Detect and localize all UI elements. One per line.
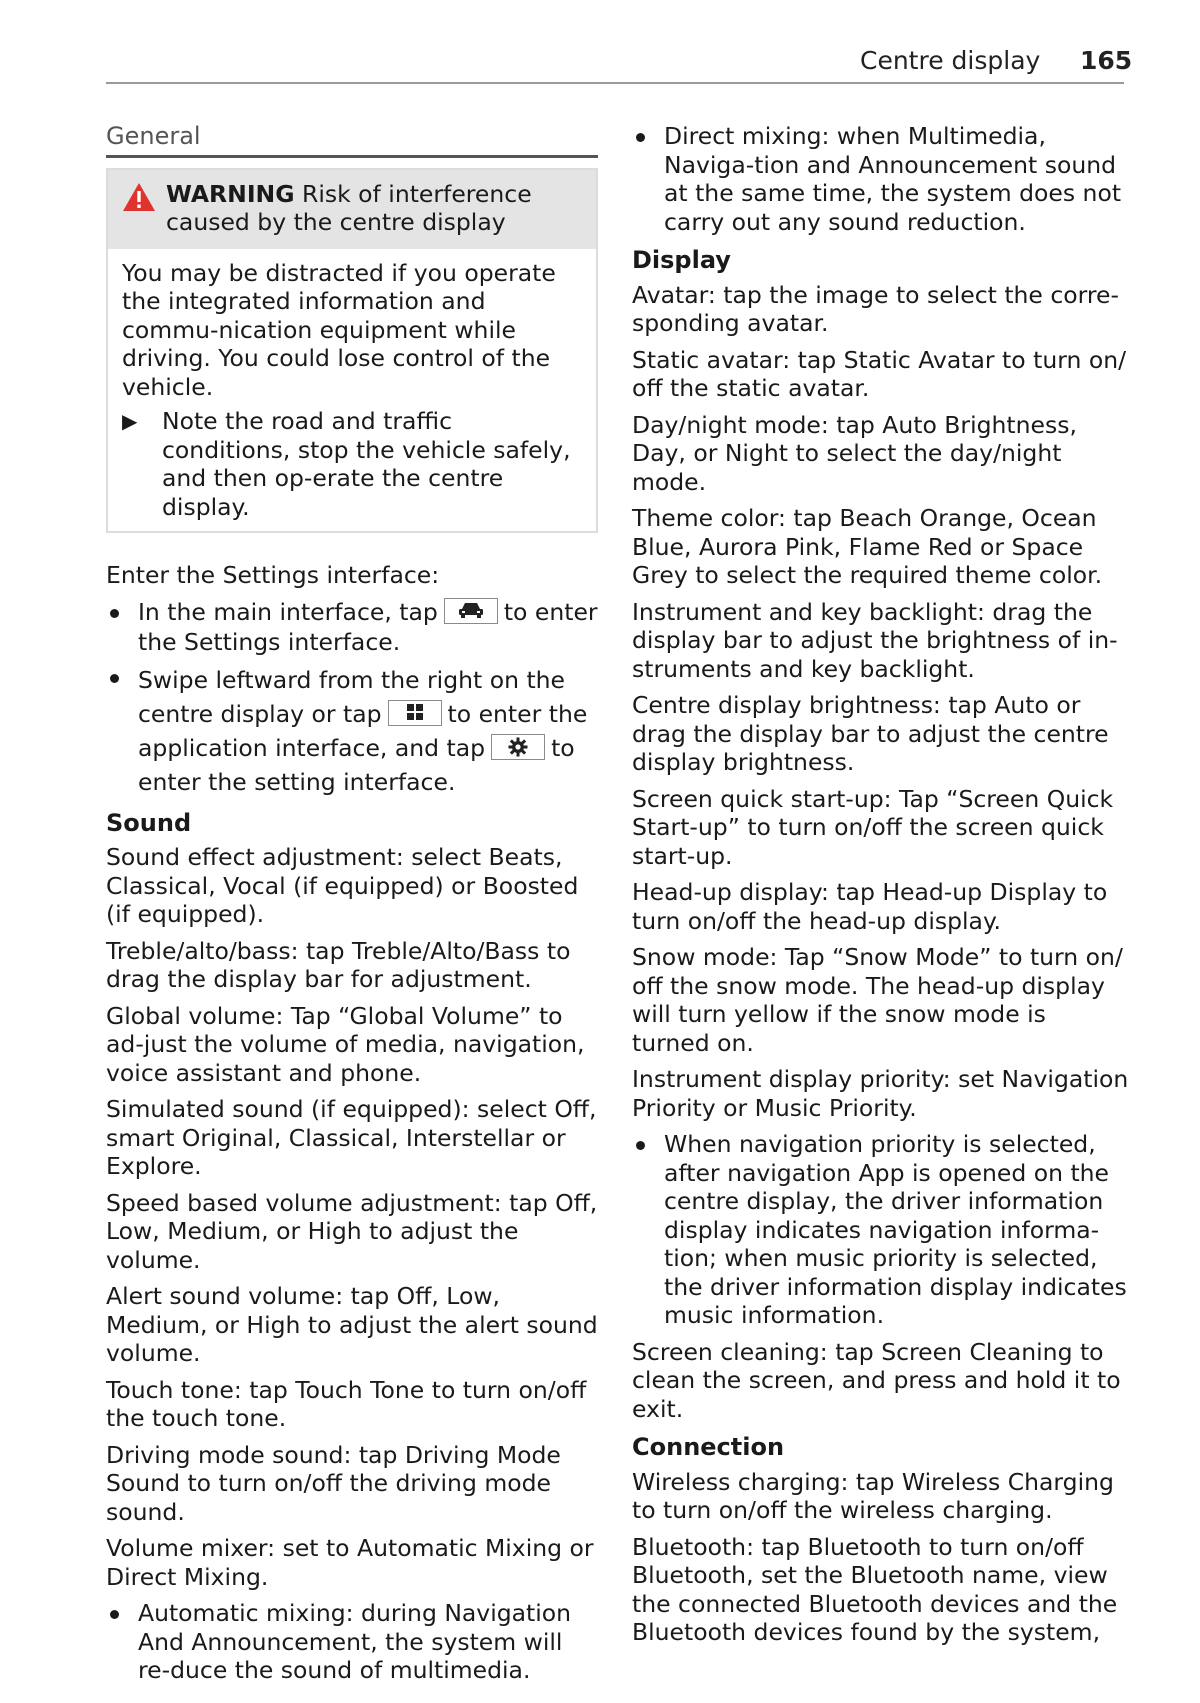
warning-instruction — [122, 407, 582, 521]
mixing-bullet-list — [106, 1599, 598, 1685]
heading-sound: Sound — [106, 808, 192, 837]
warning-title-text: Risk of interference caused by the centre display — [166, 179, 532, 236]
warning-body — [108, 249, 596, 532]
display-paragraph: Screen quick start-up: Tap “Screen Quick Start-up” to turn on/off the screen quick start-up. — [632, 784, 1114, 870]
gear-icon — [491, 734, 545, 760]
display-paragraph: Avatar: tap the image to select the corre-sponding avatar. — [632, 280, 1119, 337]
page-header-title: Centre display — [860, 46, 1041, 75]
sound-paragraph: Treble/alto/bass: tap Treble/Alto/Bass to drag the display bar for adjustment. — [106, 936, 571, 993]
left-column — [106, 122, 598, 1693]
section-label-general: General — [106, 122, 598, 158]
connection-paragraph: Bluetooth: tap Bluetooth to turn on/off Bluetooth, set the Bluetooth name, view the connected Bluetooth devices and the Bluetooth devices found by the system, — [632, 1532, 1118, 1646]
display-paragraph: Snow mode: Tap “Snow Mode” to turn on/ off the snow mode. The head-up display will turn yellow if the snow mode is turned on. — [632, 943, 1123, 1057]
display-paragraph: Instrument display priority: set Navigation Priority or Music Priority. — [632, 1065, 1129, 1122]
warning-header — [108, 170, 596, 249]
settings-bullet-1-a: In the main interface, tap — [138, 597, 438, 626]
list-item: When navigation priority is selected, after navigation App is opened on the centre display, the driver information display indicates navigation informa-tion; when music priority is selected, the driver information display indicates music information. — [632, 1130, 1130, 1330]
sound-paragraph: Simulated sound (if equipped): select Off, smart Original, Classical, Interstellar or Explore. — [106, 1095, 597, 1180]
header-rule — [106, 82, 1124, 84]
sound-paragraph: Touch tone: tap Touch Tone to turn on/off the touch tone. — [106, 1375, 587, 1432]
settings-bullet-2-c: to enter the setting interface. — [138, 733, 575, 796]
display-paragraph: Centre display brightness: tap Auto or drag the display bar to adjust the centre display brightness. — [632, 691, 1109, 776]
list-item — [106, 663, 598, 799]
screen-cleaning-paragraph: Screen cleaning: tap Screen Cleaning to clean the screen, and press and hold it to exit. — [632, 1337, 1121, 1423]
sound-paragraph: Global volume: Tap “Global Volume” to ad-just the volume of media, navigation, voice assistant and phone. — [106, 1001, 585, 1087]
page-number: 165 — [1080, 46, 1133, 75]
display-paragraph: Instrument and key backlight: drag the display bar to adjust the brightness of in-struments and key backlight. — [632, 597, 1118, 683]
direct-mixing-bullet-list — [632, 122, 1130, 236]
sound-paragraph: Volume mixer: set to Automatic Mixing or Direct Mixing. — [106, 1534, 594, 1591]
warning-instruction-text: Note the road and traffic conditions, stop the vehicle safely, and then op-erate the centre display. — [162, 407, 571, 521]
list-item — [106, 598, 598, 657]
display-paragraph: Head-up display: tap Head-up Display to turn on/off the head-up display. — [632, 878, 1108, 935]
settings-bullet-2-a: Swipe leftward from the right on the centre display or tap — [138, 665, 566, 728]
sound-paragraph: Sound effect adjustment: select Beats, Classical, Vocal (if equipped) or Boosted (if equipped). — [106, 843, 579, 928]
settings-bullet-2-b: to enter the application interface, and tap — [138, 699, 588, 762]
sound-paragraph: Speed based volume adjustment: tap Off, Low, Medium, or High to adjust the volume. — [106, 1188, 598, 1274]
warning-description: You may be distracted if you operate the integrated information and commu-nication equipment while driving. You could lose control of the vehicle. — [122, 258, 556, 401]
display-paragraph: Day/night mode: tap Auto Brightness, Day, or Night to select the day/night mode. — [632, 410, 1077, 496]
heading-display: Display — [632, 246, 731, 274]
list-item: Automatic mixing: during Navigation And Announcement, the system will re-duce the sound of multimedia. — [106, 1599, 598, 1685]
warning-box — [106, 168, 598, 534]
warning-title — [166, 180, 582, 237]
settings-bullet-list — [106, 598, 598, 799]
right-column — [632, 122, 1130, 1655]
app-grid-icon — [388, 700, 442, 726]
display-paragraph: Static avatar: tap Static Avatar to turn on/ off the static avatar. — [632, 345, 1127, 402]
display-paragraph: Theme color: tap Beach Orange, Ocean Blue, Aurora Pink, Flame Red or Space Grey to select the required theme color. — [632, 504, 1103, 589]
heading-connection: Connection — [632, 1433, 785, 1461]
sound-paragraph: Driving mode sound: tap Driving Mode Sound to turn on/off the driving mode sound. — [106, 1440, 561, 1526]
car-icon — [444, 598, 498, 624]
sound-paragraph: Alert sound volume: tap Off, Low, Medium, or High to adjust the alert sound volume. — [106, 1282, 598, 1367]
list-item: Direct mixing: when Multimedia, Naviga-tion and Announcement sound at the same time, the system does not carry out any sound reduction. — [632, 122, 1130, 236]
settings-bullet-1-b: to enter the Settings interface. — [138, 597, 598, 656]
arrow-right-icon: ▶ — [122, 409, 138, 433]
connection-paragraph: Wireless charging: tap Wireless Charging to turn on/off the wireless charging. — [632, 1467, 1114, 1524]
warning-triangle-icon — [122, 182, 156, 212]
priority-bullet-list — [632, 1130, 1130, 1330]
warning-keyword: WARNING — [166, 179, 295, 208]
settings-intro: Enter the Settings interface: — [106, 561, 440, 589]
